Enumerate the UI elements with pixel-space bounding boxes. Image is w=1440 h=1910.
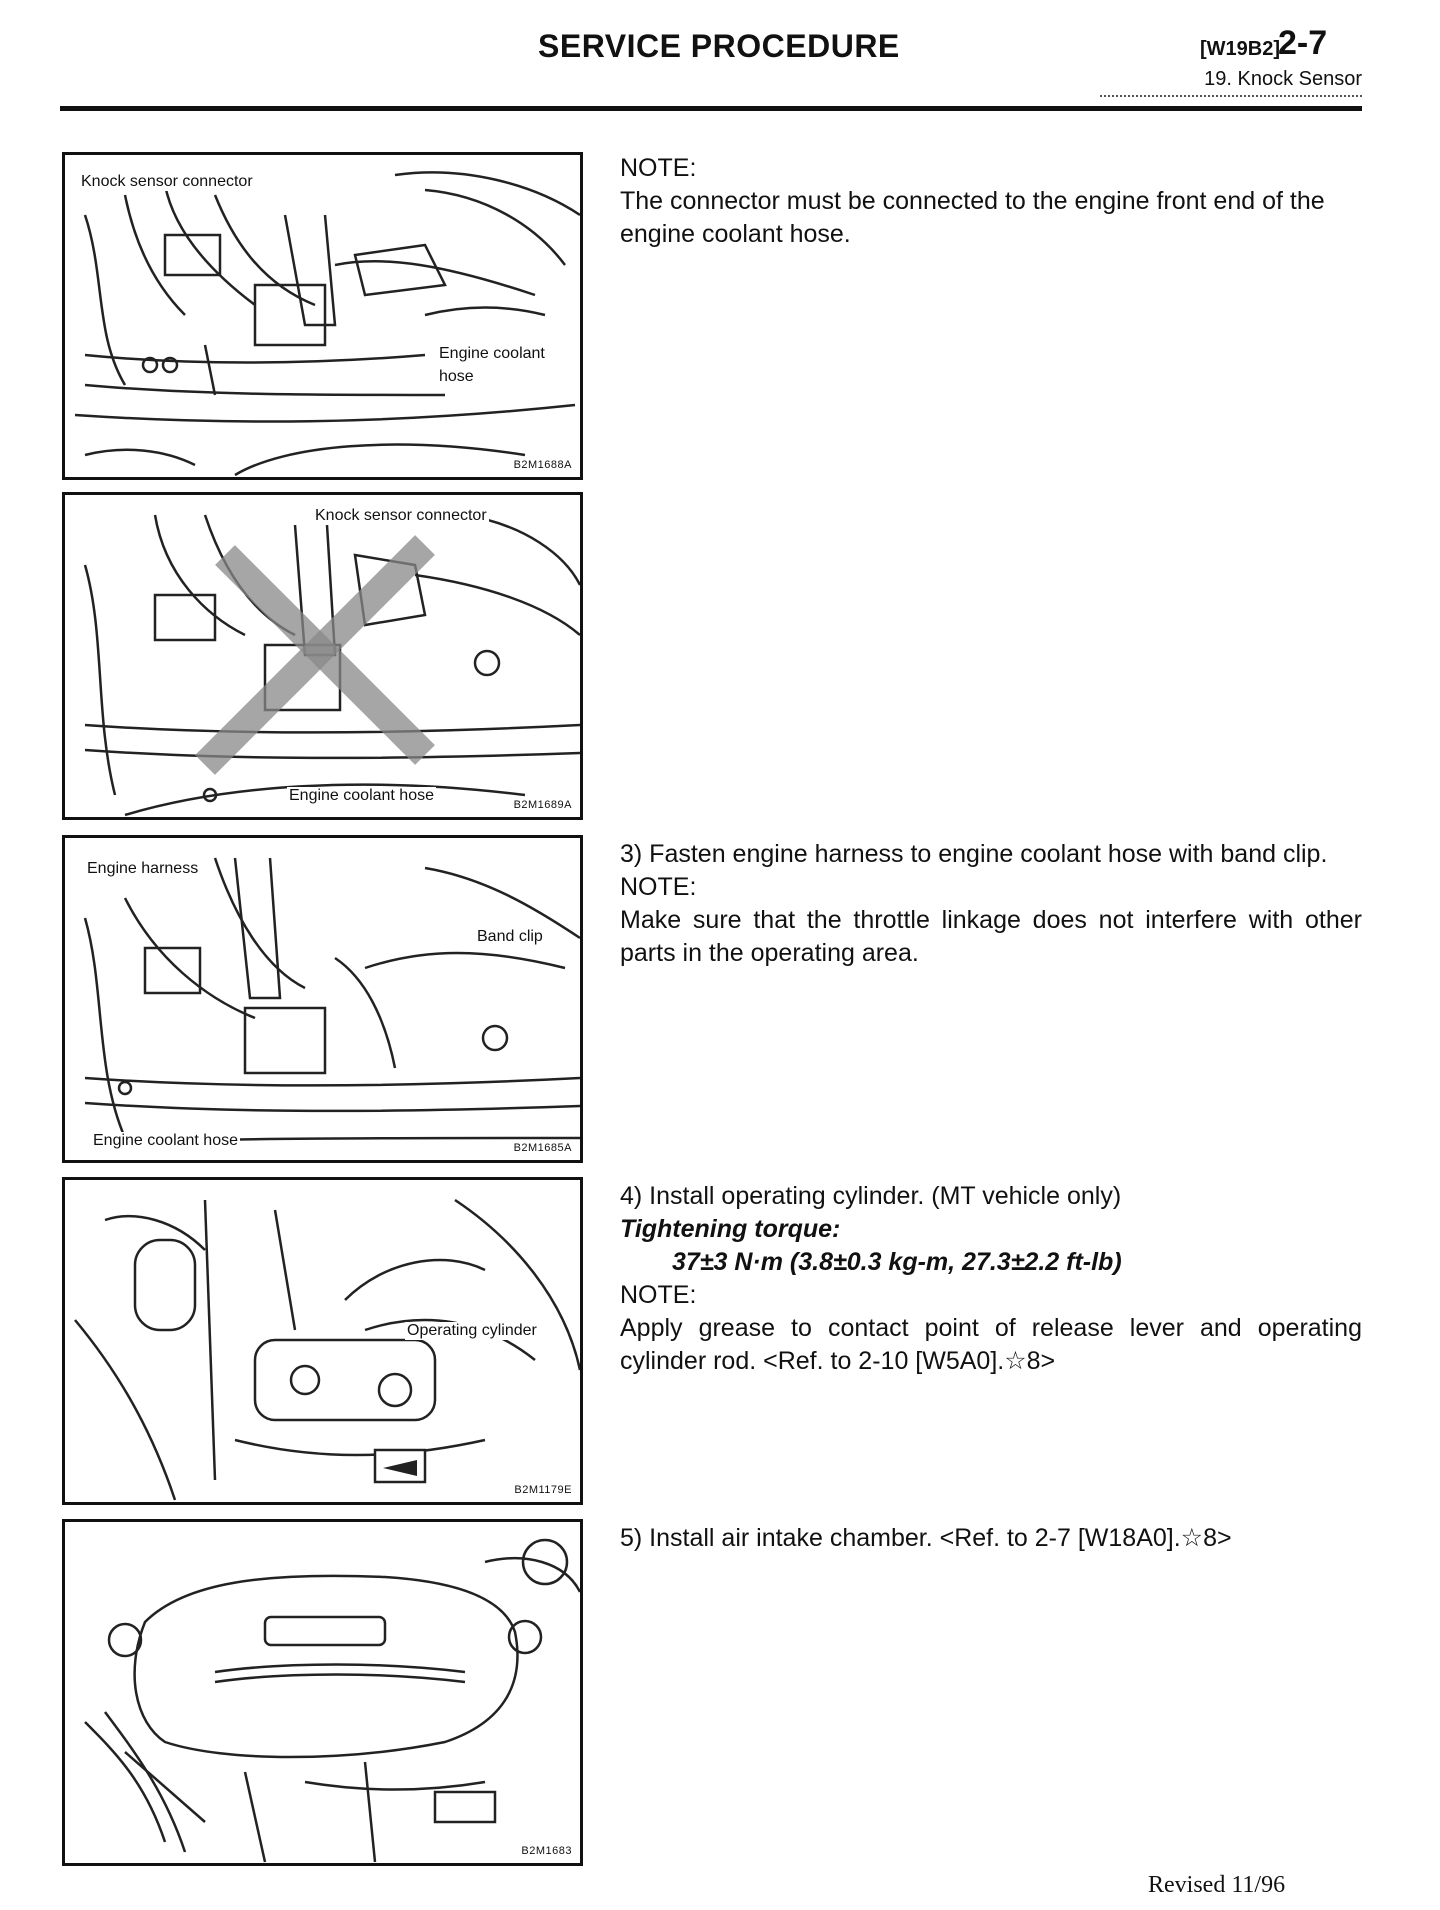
section-code: [W19B2] <box>1200 38 1281 60</box>
figure-code: B2M1689A <box>513 799 572 811</box>
step-4-text: 4) Install operating cylinder. (MT vehicle only) <box>620 1182 1122 1210</box>
note-text: The connector must be connected to the engine front end of the engine coolant hose. <box>620 187 1325 248</box>
figure-code: B2M1179E <box>514 1484 572 1496</box>
step-3 <box>620 838 1362 970</box>
step-4 <box>620 1180 1362 1378</box>
note-text: Apply grease to contact point of release lever and operating cylinder rod. <Ref. to 2-10 [W5A0].☆8> <box>620 1314 1362 1375</box>
figure-code: B2M1685A <box>513 1142 572 1154</box>
torque-value: 37±3 N·m (3.8±0.3 kg-m, 27.3±2.2 ft-lb) <box>672 1248 1122 1276</box>
engine-illustration <box>65 1180 583 1505</box>
note-label: NOTE: <box>620 873 697 901</box>
page-number: 2-7 <box>1278 24 1328 62</box>
engine-illustration <box>65 838 583 1163</box>
figure-engine-harness-band-clip <box>62 835 583 1163</box>
section-title: 19. Knock Sensor <box>1204 68 1362 90</box>
label-operating-cylinder: Operating cylinder <box>407 1322 537 1339</box>
engine-illustration <box>65 155 583 480</box>
engine-illustration <box>65 495 583 820</box>
step-3-text: 3) Fasten engine harness to engine coolant hose with band clip. <box>620 840 1328 868</box>
label-engine-coolant: Engine coolant <box>439 345 545 362</box>
label-band-clip: Band clip <box>477 928 543 945</box>
figure-air-intake-chamber <box>62 1519 583 1866</box>
figure-incorrect-connection <box>62 492 583 820</box>
figure-code: B2M1688A <box>513 459 572 471</box>
note-text: Make sure that the throttle linkage does not interfere with other parts in the operating area. <box>620 906 1362 967</box>
figure-operating-cylinder <box>62 1177 583 1505</box>
note-label: NOTE: <box>620 1281 697 1309</box>
step-5 <box>620 1522 1362 1555</box>
page-title: SERVICE PROCEDURE <box>538 28 900 64</box>
note-label: NOTE: <box>620 154 697 182</box>
header-dotted-rule <box>1100 95 1362 97</box>
revision-date: Revised 11/96 <box>1148 1872 1286 1898</box>
label-engine-harness: Engine harness <box>87 860 199 877</box>
step-5-text: 5) Install air intake chamber. <Ref. to 2-7 [W18A0].☆8> <box>620 1524 1232 1552</box>
note-connector <box>620 152 1362 251</box>
torque-label: Tightening torque: <box>620 1215 841 1243</box>
engine-illustration <box>65 1522 583 1866</box>
figure-knock-sensor-connector <box>62 152 583 480</box>
header-rule <box>60 106 1362 111</box>
label-engine-coolant-hose: Engine coolant hose <box>93 1132 238 1149</box>
label-knock-sensor-connector: Knock sensor connector <box>315 507 487 524</box>
figure-code: B2M1683 <box>521 1845 572 1857</box>
label-hose: hose <box>439 368 474 385</box>
label-engine-coolant-hose: Engine coolant hose <box>289 787 434 804</box>
label-knock-sensor-connector: Knock sensor connector <box>81 173 253 190</box>
